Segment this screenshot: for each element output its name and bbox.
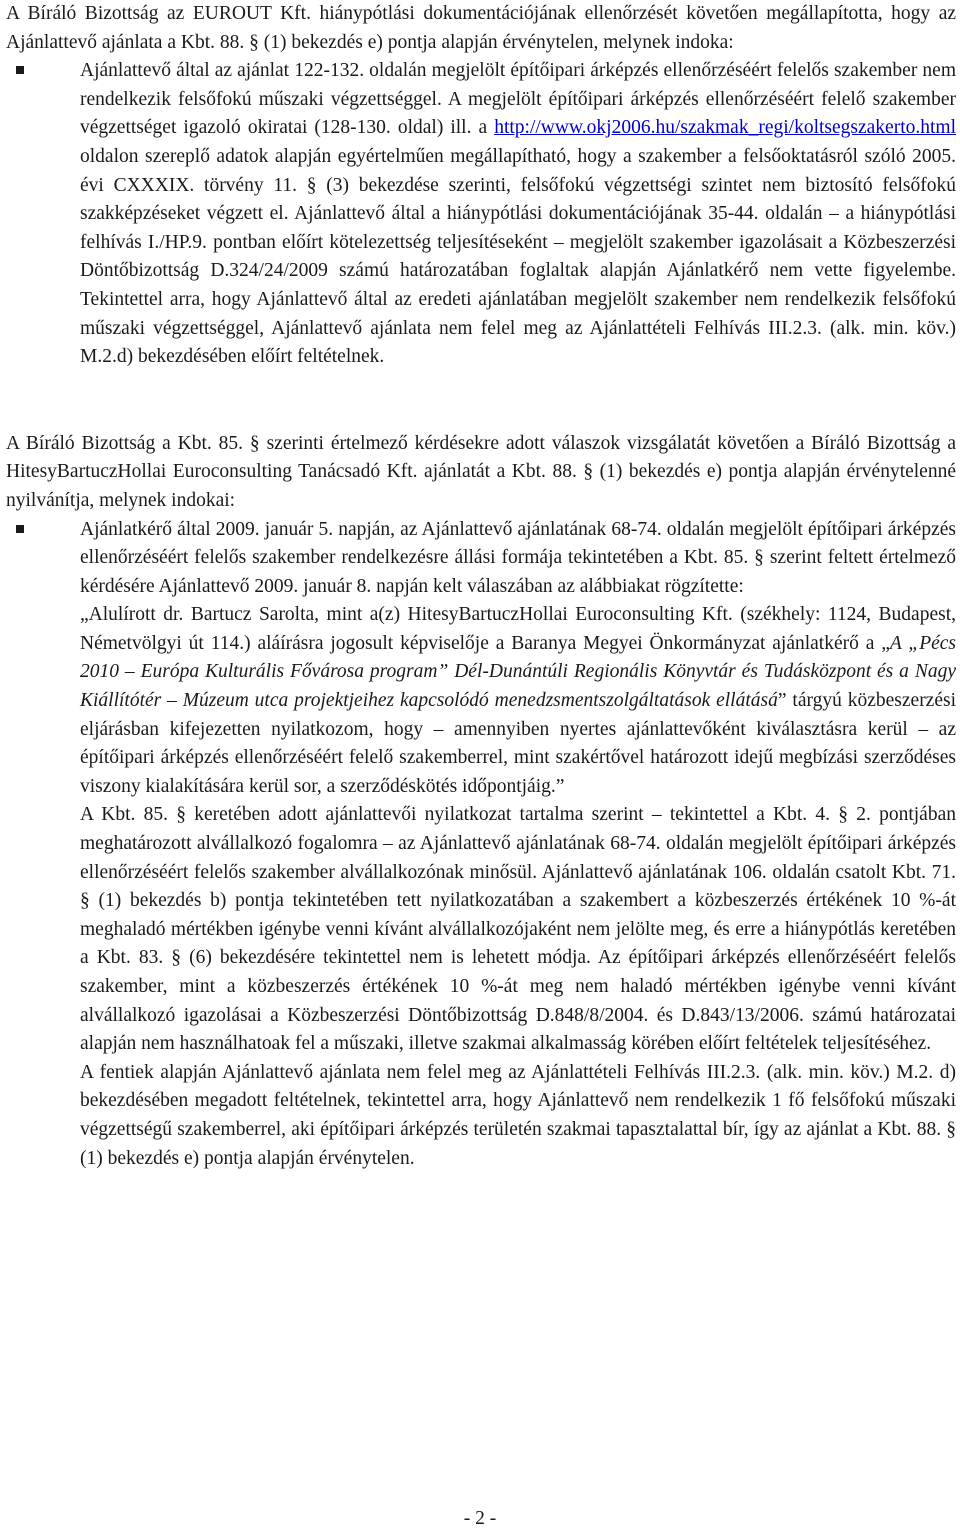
section-eurout (6, 0, 956, 372)
document-page (6, 0, 956, 1173)
section2-bullet-text: Ajánlatkérő által 2009. január 5. napján, az Ajánlattevő ajánlatának 68-74. oldalán megjelölt építőipari árképzés ellenőrzéséért felelős szakember rendelkezésre állási formája tekintetében a Kbt. 85. § szerint feltett értelmező kérdésére Ajánlattevő 2009. január 8. napján kelt válaszában az alábbiakat rögzítette: (80, 518, 956, 597)
quote-end: ” tárgyú közbeszerzési eljárásban kifejezetten nyilatkozom, hogy – amennyiben nyertes ajánlattevőként kiválasztásra kerül – az építőipari árképzés ellenőrzéséért felelő szakemberrel, mint szakértővel határozott idejű megbízási szerződéses viszony kialakítására kerül sor, a szerződéskötés időpontjáig.” (80, 690, 957, 797)
quote-project-title: A „Pécs 2010 – Európa Kulturális Fővárosa program” Dél-Dunántúli Regionális Könyvtár és Tudásközpont és a Nagy Kiállítótér – Múzeum utca projektjeihez kapcsolódó menedzsmentszolgáltatások ellátásá (80, 632, 957, 712)
section1-bullet-part2: oldalon szereplő adatok alapján egyértelműen megállapítható, hogy a szakember a felsőoktatásról szóló 2005. évi CXXXIX. törvény 11. § (3) bekezdése szerinti, felsőfokú végzettségi szintet nem biztosító felsőfokú szakképzéseket végzett el. Ajánlattevő által a hiánypótlási dokumentációjának 35-44. oldalán – a hiánypótlási felhívás I./HP.9. pontban előírt kötelezettség teljesítéseként – megjelölt szakember igazolásait a Közbeszerzési Döntőbizottság D.324/24/2009 számú határozatában foglaltak alapján Ajánlatkérő nem vette figyelembe. Tekintettel arra, hogy Ajánlattevő által az eredeti ajánlatában megjelölt szakember nem rendelkezik felsőfokú műszaki végzettséggel, Ajánlattevő ajánlata nem felel meg az Ajánlattételi Felhívás III.2.3. (alk. min. köv.) M.2.d) bekezdésében előírt feltételnek. (80, 145, 956, 368)
section-hitesy (6, 430, 956, 1173)
section-spacer (6, 372, 956, 430)
page-number: - 2 - (463, 1508, 497, 1529)
okj-link[interactable]: http://www.okj2006.hu/szakmak_regi/koltsegszakerto.html (494, 117, 956, 139)
section1-bullet-text (80, 57, 956, 372)
section1-bullet-part1: Ajánlattevő által az ajánlat 122-132. oldalán megjelölt építőipari árképzés ellenőrzéséért felelős szakember nem rendelkezik felsőfokú műszaki végzettséggel. A megjelölt építőipari árképzés ellenőrzéséért felelő szakember végzettséget igazoló okiratai (128-130. oldal) ill. a (80, 60, 956, 139)
square-bullet-icon (16, 66, 24, 74)
section1-bullet-item (6, 57, 956, 372)
section2-quote (80, 601, 956, 801)
section2-intro: A Bíráló Bizottság a Kbt. 85. § szerinti értelmező kérdésekre adott válaszok vizsgálatát követően a Bíráló Bizottság a HitesyBartuczHollai Euroconsulting Tanácsadó Kft. ajánlatát a Kbt. 88. § (1) bekezdés e) pontja alapján érvénytelenné nyilvánítja, melynek indokai: (6, 432, 956, 511)
section1-intro: A Bíráló Bizottság az EUROUT Kft. hiánypótlási dokumentációjának ellenőrzését követően megállapította, hogy az Ajánlattevő ajánlata a Kbt. 88. § (1) bekezdés e) pontja alapján érvénytelen, melynek indoka: (6, 3, 956, 53)
section2-paragraph-conclusion: A fentiek alapján Ajánlattevő ajánlata nem felel meg az Ajánlattételi Felhívás III.2.3. (alk. min. köv.) M.2. d) bekezdésében megadott feltételnek, tekintettel arra, hogy Ajánlattevő nem rendelkezik 1 fő felsőfokú műszaki végzettségű szakemberrel, aki építőipari árképzés területén szakmai tapasztalattal bír, így az ajánlat a Kbt. 88. § (1) bekezdés e) pontja alapján érvénytelen. (80, 1061, 956, 1169)
section2-paragraph-subcontractor: A Kbt. 85. § keretében adott ajánlattevői nyilatkozat tartalma szerint – tekintettel a Kbt. 4. § 2. pontjában meghatározott alvállalkozó fogalomra – az Ajánlattevő ajánlatának 68-74. oldalán megjelölt építőipari árképzés ellenőrzéséért felelős szakember alvállalkozónak minősül. Ajánlattevő ajánlatának 106. oldalán csatolt Kbt. 71. § (1) bekezdés b) pontja tekintetében tett nyilatkozatában a szakembert a közbeszerzés értékének 10 %-át meghaladó mértékben igénybe venni kívánt alvállalkozójaként nem jelölte meg, és erre a hiánypótlás keretében a Kbt. 83. § (6) bekezdésére tekintettel nem is lehetett módja. Az építőipari árképzés ellenőrzéséért felelős szakember, mint a közbeszerzés értékének 10 %-át meg nem haladó mértékben igénybe venni kívánt alvállalkozó igazolásai a Közbeszerzési Döntőbizottság D.848/8/2004. és D.843/13/2006. számú határozatai alapján nem használhatoak fel a műszaki, illetve szakmai alkalmasság körében előírt feltételek teljesítéséhez. (80, 804, 956, 1055)
quote-start: „Alulírott dr. Bartucz Sarolta, mint a(z) HitesyBartuczHollai Euroconsulting Kft. (székhely: 1124, Budapest, Németvölgyi út 114.) aláírásra jogosult képviselője a Baranya Megyei Önkormányzat ajánlatkérő a „ (80, 604, 956, 654)
section2-bullet-item (6, 516, 956, 1174)
square-bullet-icon (16, 525, 24, 533)
